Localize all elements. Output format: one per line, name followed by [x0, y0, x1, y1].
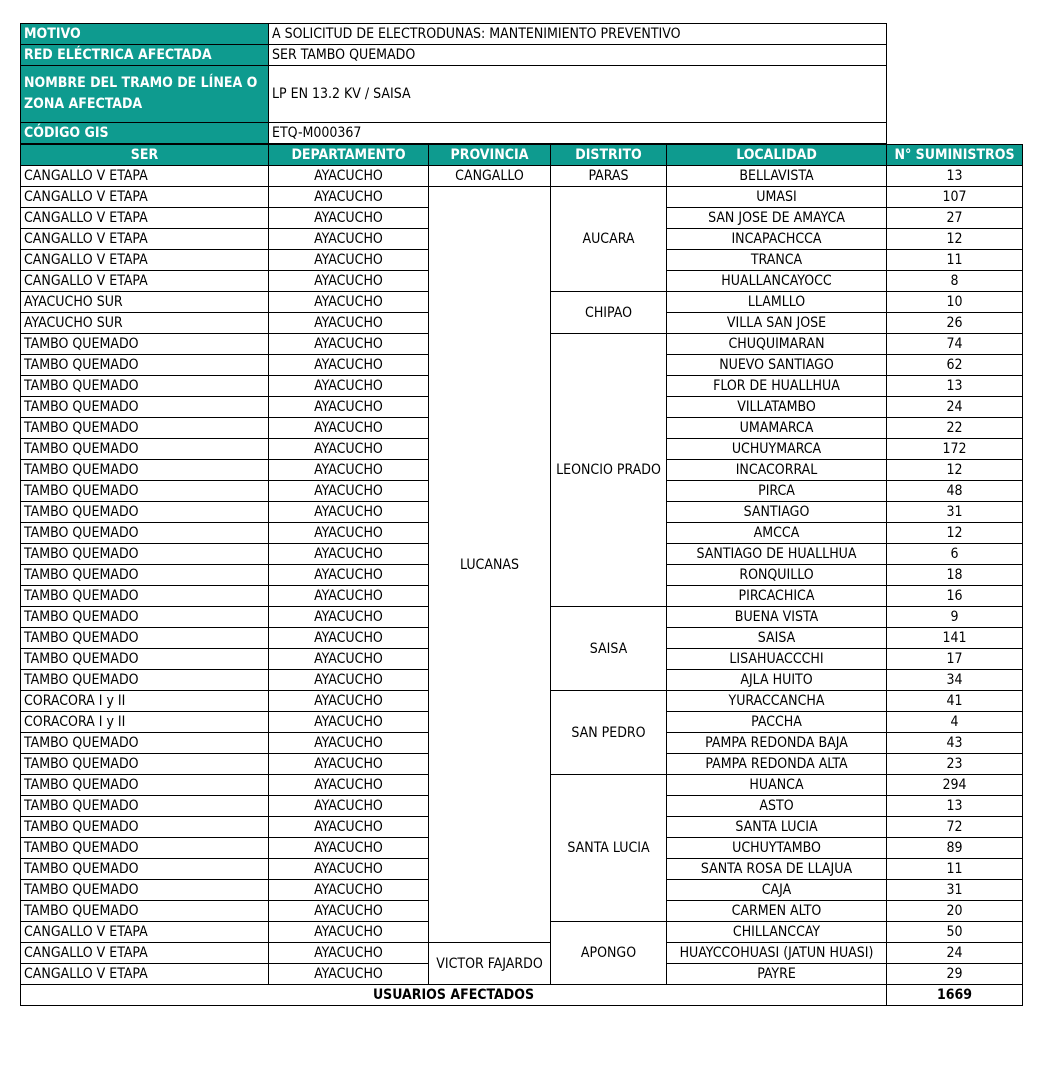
cell-localidad: HUAYCCOHUASI (JATUN HUASI) — [667, 943, 887, 964]
cell-ser: TAMBO QUEMADO — [21, 397, 269, 418]
cell-suministros: 8 — [887, 271, 1023, 292]
cell-suministros: 31 — [887, 880, 1023, 901]
cell-localidad: YURACCANCHA — [667, 691, 887, 712]
cell-departamento: AYACUCHO — [269, 271, 429, 292]
cell-ser: CANGALLO V ETAPA — [21, 166, 269, 187]
cell-localidad: INCAPACHCCA — [667, 229, 887, 250]
table-body — [21, 166, 1023, 985]
cell-departamento: AYACUCHO — [269, 397, 429, 418]
cell-ser: TAMBO QUEMADO — [21, 565, 269, 586]
cell-suministros: 12 — [887, 229, 1023, 250]
meta-label-gis: CÓDIGO GIS — [21, 123, 269, 144]
cell-ser: CANGALLO V ETAPA — [21, 187, 269, 208]
cell-suministros: 89 — [887, 838, 1023, 859]
cell-ser: TAMBO QUEMADO — [21, 754, 269, 775]
meta-row-red — [21, 45, 887, 66]
cell-departamento: AYACUCHO — [269, 691, 429, 712]
cell-departamento: AYACUCHO — [269, 670, 429, 691]
cell-suministros: 12 — [887, 523, 1023, 544]
col-header-provincia: PROVINCIA — [429, 145, 551, 166]
cell-suministros: 18 — [887, 565, 1023, 586]
cell-suministros: 62 — [887, 355, 1023, 376]
cell-ser: CANGALLO V ETAPA — [21, 271, 269, 292]
cell-ser: TAMBO QUEMADO — [21, 439, 269, 460]
cell-ser: TAMBO QUEMADO — [21, 901, 269, 922]
footer-row — [21, 985, 1023, 1006]
cell-ser: TAMBO QUEMADO — [21, 355, 269, 376]
cell-ser: TAMBO QUEMADO — [21, 796, 269, 817]
cell-departamento: AYACUCHO — [269, 229, 429, 250]
col-header-departamento: DEPARTAMENTO — [269, 145, 429, 166]
cell-departamento: AYACUCHO — [269, 607, 429, 628]
table-row — [21, 166, 1023, 187]
cell-departamento: AYACUCHO — [269, 355, 429, 376]
cell-ser: TAMBO QUEMADO — [21, 502, 269, 523]
cell-localidad: CHILLANCCAY — [667, 922, 887, 943]
cell-suministros: 20 — [887, 901, 1023, 922]
cell-departamento: AYACUCHO — [269, 859, 429, 880]
cell-ser: CANGALLO V ETAPA — [21, 964, 269, 985]
cell-ser: TAMBO QUEMADO — [21, 334, 269, 355]
cell-provincia: VICTOR FAJARDO — [429, 943, 551, 985]
cell-suministros: 26 — [887, 313, 1023, 334]
cell-ser: TAMBO QUEMADO — [21, 733, 269, 754]
cell-departamento: AYACUCHO — [269, 481, 429, 502]
cell-localidad: NUEVO SANTIAGO — [667, 355, 887, 376]
cell-localidad: AJLA HUITO — [667, 670, 887, 691]
cell-departamento: AYACUCHO — [269, 313, 429, 334]
cell-departamento: AYACUCHO — [269, 796, 429, 817]
cell-departamento: AYACUCHO — [269, 712, 429, 733]
cell-distrito: SANTA LUCIA — [551, 775, 667, 922]
cell-departamento: AYACUCHO — [269, 439, 429, 460]
meta-value-motivo: A SOLICITUD DE ELECTRODUNAS: MANTENIMIENTO PREVENTIVO — [269, 24, 887, 45]
cell-departamento: AYACUCHO — [269, 649, 429, 670]
cell-departamento: AYACUCHO — [269, 250, 429, 271]
col-header-suministros: N° SUMINISTROS — [887, 145, 1023, 166]
cell-localidad: VILLA SAN JOSE — [667, 313, 887, 334]
table-row — [21, 187, 1023, 208]
cell-suministros: 13 — [887, 166, 1023, 187]
cell-departamento: AYACUCHO — [269, 565, 429, 586]
cell-localidad: VILLATAMBO — [667, 397, 887, 418]
cell-localidad: SAN JOSE DE AMAYCA — [667, 208, 887, 229]
cell-ser: CORACORA I y II — [21, 712, 269, 733]
cell-localidad: INCACORRAL — [667, 460, 887, 481]
cell-ser: AYACUCHO SUR — [21, 313, 269, 334]
cell-departamento: AYACUCHO — [269, 502, 429, 523]
footer-label: USUARIOS AFECTADOS — [21, 985, 887, 1006]
cell-ser: TAMBO QUEMADO — [21, 460, 269, 481]
cell-suministros: 22 — [887, 418, 1023, 439]
cell-provincia: CANGALLO — [429, 166, 551, 187]
cell-suministros: 11 — [887, 859, 1023, 880]
cell-localidad: SAISA — [667, 628, 887, 649]
cell-ser: TAMBO QUEMADO — [21, 376, 269, 397]
meta-label-motivo: MOTIVO — [21, 24, 269, 45]
cell-localidad: HUALLANCAYOCC — [667, 271, 887, 292]
cell-departamento: AYACUCHO — [269, 880, 429, 901]
cell-localidad: TRANCA — [667, 250, 887, 271]
cell-suministros: 48 — [887, 481, 1023, 502]
cell-departamento: AYACUCHO — [269, 817, 429, 838]
cell-ser: CANGALLO V ETAPA — [21, 922, 269, 943]
cell-departamento: AYACUCHO — [269, 775, 429, 796]
footer-total: 1669 — [887, 985, 1023, 1006]
cell-suministros: 34 — [887, 670, 1023, 691]
cell-localidad: PACCHA — [667, 712, 887, 733]
cell-departamento: AYACUCHO — [269, 460, 429, 481]
cell-departamento: AYACUCHO — [269, 943, 429, 964]
cell-distrito: AUCARA — [551, 187, 667, 292]
cell-ser: TAMBO QUEMADO — [21, 817, 269, 838]
cell-suministros: 141 — [887, 628, 1023, 649]
cell-localidad: PIRCACHICA — [667, 586, 887, 607]
meta-value-gis: ETQ-M000367 — [269, 123, 887, 144]
cell-departamento: AYACUCHO — [269, 838, 429, 859]
cell-departamento: AYACUCHO — [269, 523, 429, 544]
cell-localidad: UMASI — [667, 187, 887, 208]
cell-suministros: 17 — [887, 649, 1023, 670]
cell-suministros: 172 — [887, 439, 1023, 460]
cell-suministros: 4 — [887, 712, 1023, 733]
col-header-localidad: LOCALIDAD — [667, 145, 887, 166]
cell-ser: TAMBO QUEMADO — [21, 481, 269, 502]
cell-departamento: AYACUCHO — [269, 418, 429, 439]
cell-localidad: LISAHUACCCHI — [667, 649, 887, 670]
cell-suministros: 24 — [887, 397, 1023, 418]
cell-localidad: FLOR DE HUALLHUA — [667, 376, 887, 397]
cell-departamento: AYACUCHO — [269, 292, 429, 313]
cell-distrito: SAISA — [551, 607, 667, 691]
cell-suministros: 41 — [887, 691, 1023, 712]
cell-distrito: PARAS — [551, 166, 667, 187]
cell-departamento: AYACUCHO — [269, 166, 429, 187]
meta-row-tramo — [21, 66, 887, 123]
cell-localidad: SANTA LUCIA — [667, 817, 887, 838]
cell-localidad: SANTIAGO DE HUALLHUA — [667, 544, 887, 565]
cell-ser: TAMBO QUEMADO — [21, 880, 269, 901]
cell-suministros: 72 — [887, 817, 1023, 838]
cell-localidad: SANTIAGO — [667, 502, 887, 523]
cell-suministros: 74 — [887, 334, 1023, 355]
cell-departamento: AYACUCHO — [269, 733, 429, 754]
cell-provincia: LUCANAS — [429, 187, 551, 943]
cell-ser: TAMBO QUEMADO — [21, 628, 269, 649]
cell-distrito: CHIPAO — [551, 292, 667, 334]
cell-localidad: LLAMLLO — [667, 292, 887, 313]
cell-localidad: UMAMARCA — [667, 418, 887, 439]
cell-suministros: 13 — [887, 376, 1023, 397]
cell-suministros: 9 — [887, 607, 1023, 628]
cell-suministros: 23 — [887, 754, 1023, 775]
col-header-ser: SER — [21, 145, 269, 166]
cell-suministros: 24 — [887, 943, 1023, 964]
cell-departamento: AYACUCHO — [269, 586, 429, 607]
cell-distrito: SAN PEDRO — [551, 691, 667, 775]
cell-ser: CANGALLO V ETAPA — [21, 229, 269, 250]
meta-value-tramo: LP EN 13.2 KV / SAISA — [269, 66, 887, 123]
cell-distrito: LEONCIO PRADO — [551, 334, 667, 607]
cell-ser: TAMBO QUEMADO — [21, 775, 269, 796]
cell-departamento: AYACUCHO — [269, 754, 429, 775]
cell-suministros: 16 — [887, 586, 1023, 607]
cell-ser: CORACORA I y II — [21, 691, 269, 712]
cell-ser: AYACUCHO SUR — [21, 292, 269, 313]
cell-suministros: 10 — [887, 292, 1023, 313]
cell-suministros: 50 — [887, 922, 1023, 943]
cell-departamento: AYACUCHO — [269, 964, 429, 985]
cell-localidad: UCHUYMARCA — [667, 439, 887, 460]
supply-table — [20, 144, 1023, 1006]
meta-row-motivo — [21, 24, 887, 45]
cell-ser: TAMBO QUEMADO — [21, 838, 269, 859]
meta-table — [20, 23, 887, 144]
cell-localidad: CARMEN ALTO — [667, 901, 887, 922]
cell-ser: TAMBO QUEMADO — [21, 586, 269, 607]
cell-localidad: BUENA VISTA — [667, 607, 887, 628]
cell-localidad: RONQUILLO — [667, 565, 887, 586]
cell-suministros: 6 — [887, 544, 1023, 565]
meta-label-tramo: NOMBRE DEL TRAMO DE LÍNEA O ZONA AFECTADA — [21, 66, 269, 123]
cell-ser: CANGALLO V ETAPA — [21, 250, 269, 271]
cell-departamento: AYACUCHO — [269, 922, 429, 943]
cell-localidad: PAMPA REDONDA ALTA — [667, 754, 887, 775]
cell-ser: TAMBO QUEMADO — [21, 607, 269, 628]
cell-localidad: HUANCA — [667, 775, 887, 796]
meta-value-red: SER TAMBO QUEMADO — [269, 45, 887, 66]
cell-departamento: AYACUCHO — [269, 901, 429, 922]
cell-localidad: PAYRE — [667, 964, 887, 985]
cell-localidad: PAMPA REDONDA BAJA — [667, 733, 887, 754]
cell-ser: TAMBO QUEMADO — [21, 523, 269, 544]
cell-suministros: 11 — [887, 250, 1023, 271]
cell-localidad: ASTO — [667, 796, 887, 817]
cell-localidad: SANTA ROSA DE LLAJUA — [667, 859, 887, 880]
cell-localidad: AMCCA — [667, 523, 887, 544]
cell-suministros: 12 — [887, 460, 1023, 481]
meta-label-red: RED ELÉCTRICA AFECTADA — [21, 45, 269, 66]
cell-localidad: BELLAVISTA — [667, 166, 887, 187]
cell-localidad: UCHUYTAMBO — [667, 838, 887, 859]
cell-departamento: AYACUCHO — [269, 334, 429, 355]
cell-suministros: 107 — [887, 187, 1023, 208]
cell-suministros: 43 — [887, 733, 1023, 754]
cell-departamento: AYACUCHO — [269, 628, 429, 649]
cell-departamento: AYACUCHO — [269, 208, 429, 229]
table-row — [21, 943, 1023, 964]
cell-suministros: 29 — [887, 964, 1023, 985]
column-header-row — [21, 145, 1023, 166]
col-header-distrito: DISTRITO — [551, 145, 667, 166]
cell-ser: TAMBO QUEMADO — [21, 418, 269, 439]
cell-ser: TAMBO QUEMADO — [21, 859, 269, 880]
cell-ser: CANGALLO V ETAPA — [21, 943, 269, 964]
meta-row-gis — [21, 123, 887, 144]
cell-ser: TAMBO QUEMADO — [21, 649, 269, 670]
cell-departamento: AYACUCHO — [269, 376, 429, 397]
cell-suministros: 294 — [887, 775, 1023, 796]
cell-suministros: 31 — [887, 502, 1023, 523]
cell-localidad: CHUQUIMARAN — [667, 334, 887, 355]
cell-ser: TAMBO QUEMADO — [21, 544, 269, 565]
outage-report-sheet — [20, 23, 1023, 1006]
cell-localidad: CAJA — [667, 880, 887, 901]
cell-localidad: PIRCA — [667, 481, 887, 502]
cell-distrito: APONGO — [551, 922, 667, 985]
cell-suministros: 27 — [887, 208, 1023, 229]
cell-departamento: AYACUCHO — [269, 544, 429, 565]
cell-ser: CANGALLO V ETAPA — [21, 208, 269, 229]
cell-suministros: 13 — [887, 796, 1023, 817]
cell-departamento: AYACUCHO — [269, 187, 429, 208]
cell-ser: TAMBO QUEMADO — [21, 670, 269, 691]
